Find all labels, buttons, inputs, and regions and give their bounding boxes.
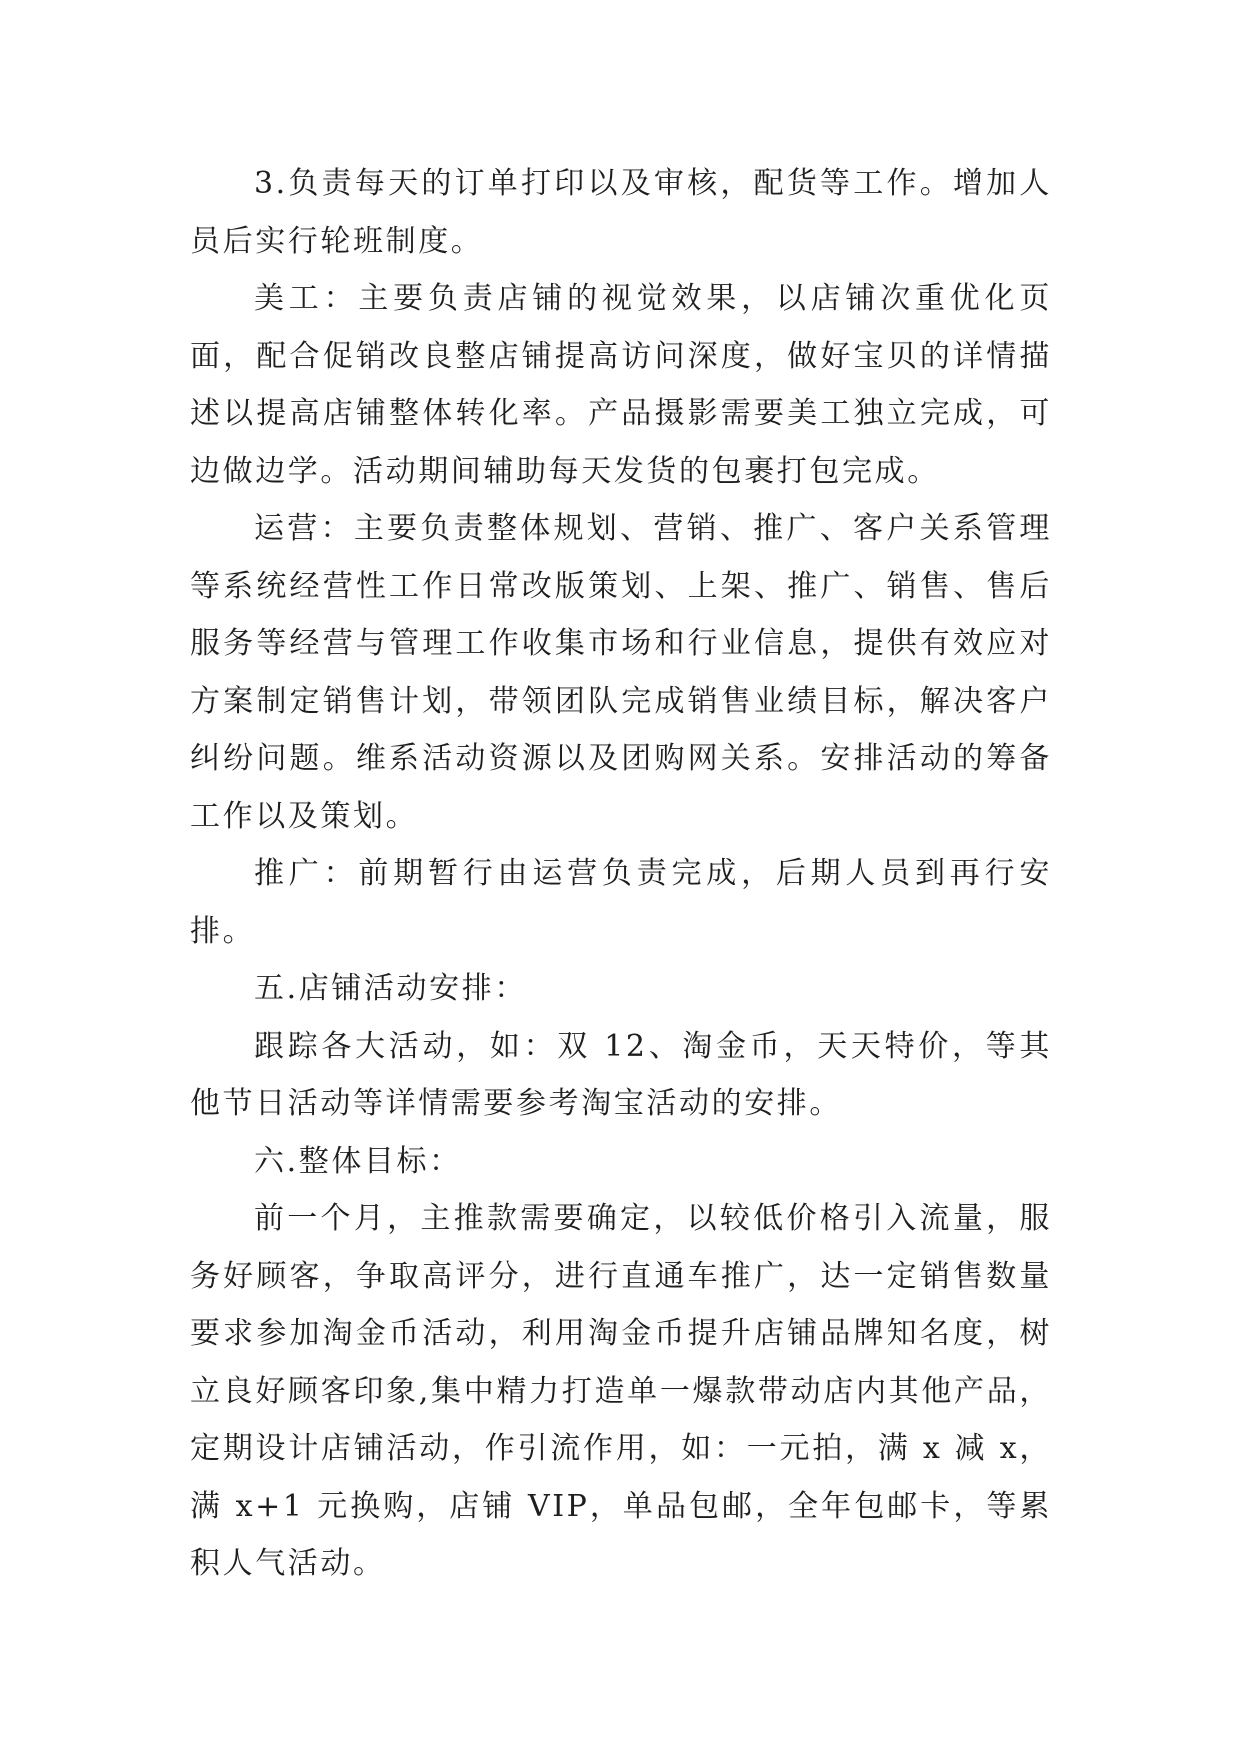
paragraph-designer-role: 美工：主要负责店铺的视觉效果，以店铺次重优化页面，配合促销改良整店铺提高访问深度，做好宝贝的详情描述以提高店铺整体转化率。产品摄影需要美工独立完成，可边做边学。活动期间辅助每天发货的包裹打包完成。 [190,281,1052,489]
paragraph-promotion-role: 推广：前期暂行由运营负责完成，后期人员到再行安排。 [190,856,1052,949]
paragraph-activity-tracking: 跟踪各大活动，如：双 12、淘金币，天天特价，等其他节日活动等详情需要参考淘宝活动的安排。 [190,1028,1052,1121]
paragraph-order-duties: 3.负责每天的订单打印以及审核，配货等工作。增加人员后实行轮班制度。 [190,166,1052,259]
paragraph-first-month-plan: 前一个月，主推款需要确定，以较低价格引入流量，服务好顾客，争取高评分，进行直通车推广，达一定销售数量要求参加淘金币活动，利用淘金币提升店铺品牌知名度，树立良好顾客印象,集中精力打造单一爆款带动店内其他产品，定期设计店铺活动，作引流作用，如：一元拍，满 x 减 x，满 x+1 元换购，店铺 VIP，单品包邮，全年包邮卡，等累积人气活动。 [190,1201,1052,1581]
section-heading-store-activities: 五.店铺活动安排： [254,971,527,1006]
document-body [190,155,1052,1593]
section-heading-overall-goals: 六.整体目标： [254,1143,462,1179]
paragraph-operations-role: 运营：主要负责整体规划、营销、推广、客户关系管理等系统经营性工作日常改版策划、上架、推广、销售、售后服务等经营与管理工作收集市场和行业信息，提供有效应对方案制定销售计划，带领团队完成销售业绩目标，解决客户纠纷问题。维系活动资源以及团购网关系。安排活动的筹备工作以及策划。 [190,511,1052,834]
